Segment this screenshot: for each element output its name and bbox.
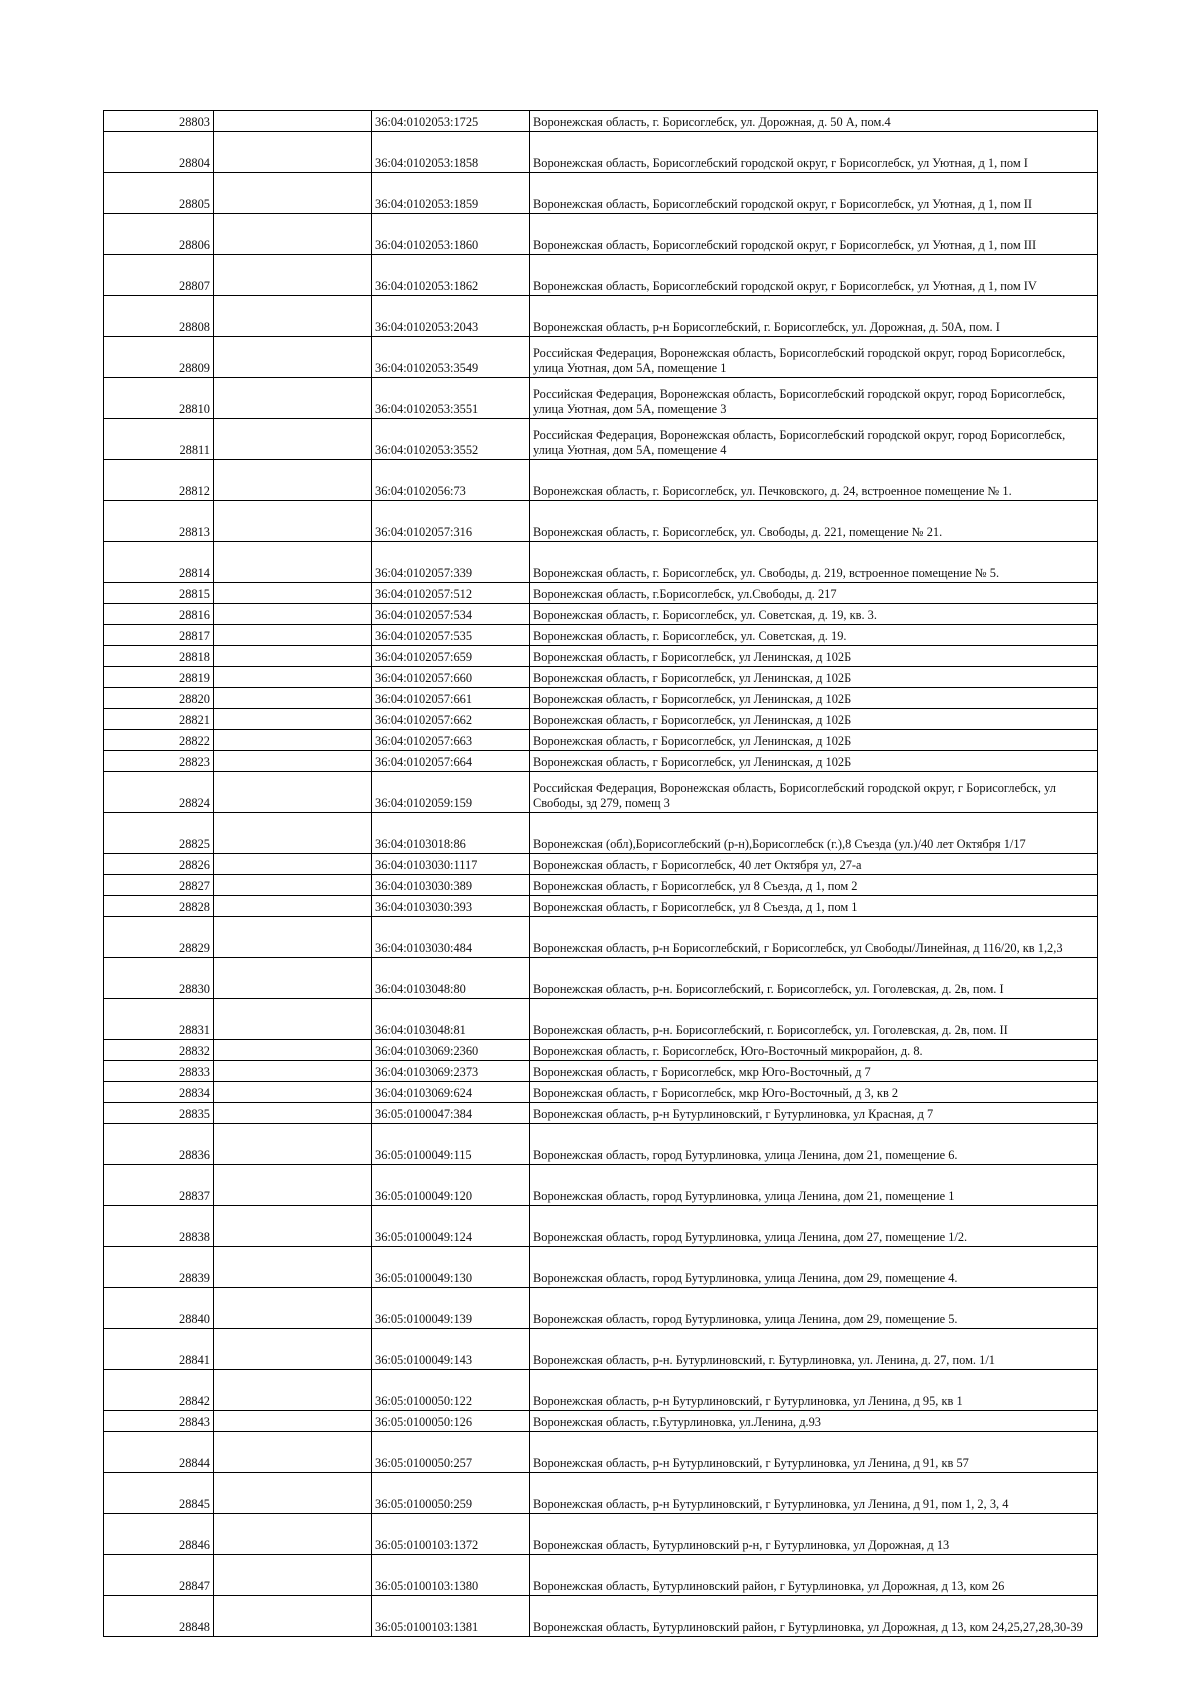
address-cell: Воронежская область, р-н. Бутурлиновский, г. Бутурлиновка, ул. Ленина, д. 27, пом. 1/1 <box>530 1329 1098 1370</box>
address-cell: Воронежская область, г Борисоглебск, ул Ленинская, д 102Б <box>530 730 1098 751</box>
table-row <box>104 1247 1098 1288</box>
empty-cell <box>214 501 372 542</box>
address-cell: Воронежская область, город Бутурлиновка, улица Ленина, дом 27, помещение 1/2. <box>530 1206 1098 1247</box>
empty-cell <box>214 667 372 688</box>
table-row <box>104 1206 1098 1247</box>
table-row <box>104 296 1098 337</box>
empty-cell <box>214 337 372 378</box>
table-row <box>104 1040 1098 1061</box>
cadastral-number-cell: 36:05:0100049:130 <box>372 1247 530 1288</box>
empty-cell <box>214 460 372 501</box>
address-cell: Российская Федерация, Воронежская область, Борисоглебский городской округ, город Борисоглебск, улица Уютная, дом 5А, помещение 4 <box>530 419 1098 460</box>
cadastral-number-cell: 36:05:0100050:257 <box>372 1432 530 1473</box>
cadastral-number-cell: 36:04:0102059:159 <box>372 772 530 813</box>
row-number-cell: 28835 <box>104 1103 214 1124</box>
property-registry-table <box>103 110 1098 1637</box>
cadastral-number-cell: 36:04:0102053:2043 <box>372 296 530 337</box>
table-row <box>104 999 1098 1040</box>
row-number-cell: 28804 <box>104 132 214 173</box>
table-row <box>104 214 1098 255</box>
address-cell: Воронежская область, р-н. Борисоглебский, г. Борисоглебск, ул. Гоголевская, д. 2в, пом. II <box>530 999 1098 1040</box>
cadastral-number-cell: 36:05:0100049:124 <box>372 1206 530 1247</box>
table-row <box>104 173 1098 214</box>
row-number-cell: 28823 <box>104 751 214 772</box>
cadastral-number-cell: 36:04:0102057:316 <box>372 501 530 542</box>
empty-cell <box>214 1432 372 1473</box>
table-row <box>104 1061 1098 1082</box>
table-row <box>104 646 1098 667</box>
row-number-cell: 28826 <box>104 854 214 875</box>
row-number-cell: 28839 <box>104 1247 214 1288</box>
cadastral-number-cell: 36:05:0100049:139 <box>372 1288 530 1329</box>
cadastral-number-cell: 36:04:0103048:80 <box>372 958 530 999</box>
empty-cell <box>214 730 372 751</box>
empty-cell <box>214 542 372 583</box>
empty-cell <box>214 419 372 460</box>
empty-cell <box>214 296 372 337</box>
row-number-cell: 28822 <box>104 730 214 751</box>
cadastral-number-cell: 36:04:0102057:512 <box>372 583 530 604</box>
empty-cell <box>214 1165 372 1206</box>
cadastral-number-cell: 36:04:0103030:1117 <box>372 854 530 875</box>
row-number-cell: 28814 <box>104 542 214 583</box>
empty-cell <box>214 625 372 646</box>
address-cell: Воронежская область, г.Бутурлиновка, ул.Ленина, д.93 <box>530 1411 1098 1432</box>
row-number-cell: 28833 <box>104 1061 214 1082</box>
table-row <box>104 1165 1098 1206</box>
cadastral-number-cell: 36:05:0100049:143 <box>372 1329 530 1370</box>
cadastral-number-cell: 36:04:0103069:2360 <box>372 1040 530 1061</box>
address-cell: Воронежская область, Борисоглебский городской округ, г Борисоглебск, ул Уютная, д 1, пом III <box>530 214 1098 255</box>
table-row <box>104 917 1098 958</box>
cadastral-number-cell: 36:04:0103030:389 <box>372 875 530 896</box>
table-row <box>104 378 1098 419</box>
address-cell: Воронежская область, г. Борисоглебск, ул. Дорожная, д. 50 А, пом.4 <box>530 111 1098 132</box>
cadastral-number-cell: 36:04:0102057:664 <box>372 751 530 772</box>
empty-cell <box>214 1370 372 1411</box>
address-cell: Российская Федерация, Воронежская область, Борисоглебский городской округ, город Борисоглебск, улица Уютная, дом 5А, помещение 3 <box>530 378 1098 419</box>
cadastral-number-cell: 36:04:0102053:1858 <box>372 132 530 173</box>
row-number-cell: 28812 <box>104 460 214 501</box>
table-row <box>104 813 1098 854</box>
address-cell: Воронежская область, г. Борисоглебск, ул. Печковского, д. 24, встроенное помещение № 1. <box>530 460 1098 501</box>
address-cell: Воронежская область, г Борисоглебск, ул Ленинская, д 102Б <box>530 646 1098 667</box>
cadastral-number-cell: 36:04:0102053:3552 <box>372 419 530 460</box>
row-number-cell: 28844 <box>104 1432 214 1473</box>
row-number-cell: 28846 <box>104 1514 214 1555</box>
table-row <box>104 583 1098 604</box>
table-row <box>104 896 1098 917</box>
address-cell: Воронежская область, город Бутурлиновка, улица Ленина, дом 29, помещение 5. <box>530 1288 1098 1329</box>
address-cell: Российская Федерация, Воронежская область, Борисоглебский городской округ, г Борисоглебск, ул Свободы, зд 279, помещ 3 <box>530 772 1098 813</box>
row-number-cell: 28807 <box>104 255 214 296</box>
address-cell: Воронежская область, Борисоглебский городской округ, г Борисоглебск, ул Уютная, д 1, пом IV <box>530 255 1098 296</box>
empty-cell <box>214 1061 372 1082</box>
empty-cell <box>214 1514 372 1555</box>
cadastral-number-cell: 36:04:0103069:2373 <box>372 1061 530 1082</box>
row-number-cell: 28842 <box>104 1370 214 1411</box>
empty-cell <box>214 1103 372 1124</box>
row-number-cell: 28820 <box>104 688 214 709</box>
cadastral-number-cell: 36:04:0102053:1725 <box>372 111 530 132</box>
address-cell: Воронежская (обл),Борисоглебский (р-н),Борисоглебск (г.),8 Съезда (ул.)/40 лет Октября 1/17 <box>530 813 1098 854</box>
address-cell: Воронежская область, р-н Бутурлиновский, г Бутурлиновка, ул Красная, д 7 <box>530 1103 1098 1124</box>
table-row <box>104 255 1098 296</box>
cadastral-number-cell: 36:04:0102057:659 <box>372 646 530 667</box>
empty-cell <box>214 917 372 958</box>
address-cell: Воронежская область, г Борисоглебск, ул Ленинская, д 102Б <box>530 751 1098 772</box>
row-number-cell: 28809 <box>104 337 214 378</box>
row-number-cell: 28838 <box>104 1206 214 1247</box>
empty-cell <box>214 646 372 667</box>
empty-cell <box>214 813 372 854</box>
table-row <box>104 1514 1098 1555</box>
table-row <box>104 460 1098 501</box>
cadastral-number-cell: 36:04:0103069:624 <box>372 1082 530 1103</box>
address-cell: Воронежская область, г Борисоглебск, мкр Юго-Восточный, д 7 <box>530 1061 1098 1082</box>
table-row <box>104 1082 1098 1103</box>
address-cell: Воронежская область, р-н Бутурлиновский, г Бутурлиновка, ул Ленина, д 95, кв 1 <box>530 1370 1098 1411</box>
empty-cell <box>214 132 372 173</box>
address-cell: Российская Федерация, Воронежская область, Борисоглебский городской округ, город Борисоглебск, улица Уютная, дом 5А, помещение 1 <box>530 337 1098 378</box>
cadastral-number-cell: 36:04:0102053:3549 <box>372 337 530 378</box>
row-number-cell: 28817 <box>104 625 214 646</box>
cadastral-number-cell: 36:04:0103018:86 <box>372 813 530 854</box>
row-number-cell: 28821 <box>104 709 214 730</box>
cadastral-number-cell: 36:04:0102057:535 <box>372 625 530 646</box>
row-number-cell: 28827 <box>104 875 214 896</box>
address-cell: Воронежская область, город Бутурлиновка, улица Ленина, дом 21, помещение 6. <box>530 1124 1098 1165</box>
cadastral-number-cell: 36:04:0102057:663 <box>372 730 530 751</box>
address-cell: Воронежская область, г. Борисоглебск, ул. Свободы, д. 221, помещение № 21. <box>530 501 1098 542</box>
row-number-cell: 28819 <box>104 667 214 688</box>
address-cell: Воронежская область, г. Борисоглебск, ул. Советская, д. 19, кв. 3. <box>530 604 1098 625</box>
table-row <box>104 625 1098 646</box>
row-number-cell: 28830 <box>104 958 214 999</box>
cadastral-number-cell: 36:04:0102053:1859 <box>372 173 530 214</box>
row-number-cell: 28831 <box>104 999 214 1040</box>
table-row <box>104 730 1098 751</box>
registry-body <box>104 111 1098 1637</box>
empty-cell <box>214 173 372 214</box>
address-cell: Воронежская область, р-н Бутурлиновский, г Бутурлиновка, ул Ленина, д 91, кв 57 <box>530 1432 1098 1473</box>
table-row <box>104 501 1098 542</box>
row-number-cell: 28832 <box>104 1040 214 1061</box>
cadastral-number-cell: 36:04:0102057:339 <box>372 542 530 583</box>
row-number-cell: 28841 <box>104 1329 214 1370</box>
cadastral-number-cell: 36:05:0100050:259 <box>372 1473 530 1514</box>
empty-cell <box>214 1596 372 1637</box>
cadastral-number-cell: 36:05:0100103:1372 <box>372 1514 530 1555</box>
empty-cell <box>214 854 372 875</box>
address-cell: Воронежская область, Бутурлиновский район, г Бутурлиновка, ул Дорожная, д 13, ком 26 <box>530 1555 1098 1596</box>
address-cell: Воронежская область, г. Борисоглебск, Юго-Восточный микрорайон, д. 8. <box>530 1040 1098 1061</box>
cadastral-number-cell: 36:04:0102057:660 <box>372 667 530 688</box>
row-number-cell: 28845 <box>104 1473 214 1514</box>
row-number-cell: 28847 <box>104 1555 214 1596</box>
cadastral-number-cell: 36:04:0103030:484 <box>372 917 530 958</box>
empty-cell <box>214 214 372 255</box>
cadastral-number-cell: 36:04:0102057:534 <box>372 604 530 625</box>
address-cell: Воронежская область, р-н. Борисоглебский, г. Борисоглебск, ул. Гоголевская, д. 2в, пом. I <box>530 958 1098 999</box>
empty-cell <box>214 1473 372 1514</box>
row-number-cell: 28805 <box>104 173 214 214</box>
cadastral-number-cell: 36:04:0102053:1862 <box>372 255 530 296</box>
table-row <box>104 1370 1098 1411</box>
cadastral-number-cell: 36:04:0102057:661 <box>372 688 530 709</box>
address-cell: Воронежская область, г. Борисоглебск, ул. Советская, д. 19. <box>530 625 1098 646</box>
cadastral-number-cell: 36:05:0100050:122 <box>372 1370 530 1411</box>
empty-cell <box>214 1411 372 1432</box>
table-row <box>104 772 1098 813</box>
cadastral-number-cell: 36:05:0100049:115 <box>372 1124 530 1165</box>
empty-cell <box>214 772 372 813</box>
address-cell: Воронежская область, г Борисоглебск, ул 8 Съезда, д 1, пом 1 <box>530 896 1098 917</box>
cadastral-number-cell: 36:05:0100050:126 <box>372 1411 530 1432</box>
table-row <box>104 958 1098 999</box>
empty-cell <box>214 1288 372 1329</box>
cadastral-number-cell: 36:05:0100103:1380 <box>372 1555 530 1596</box>
row-number-cell: 28810 <box>104 378 214 419</box>
cadastral-number-cell: 36:04:0103030:393 <box>372 896 530 917</box>
address-cell: Воронежская область, город Бутурлиновка, улица Ленина, дом 29, помещение 4. <box>530 1247 1098 1288</box>
address-cell: Воронежская область, г Борисоглебск, ул 8 Съезда, д 1, пом 2 <box>530 875 1098 896</box>
row-number-cell: 28834 <box>104 1082 214 1103</box>
cadastral-number-cell: 36:04:0102053:3551 <box>372 378 530 419</box>
row-number-cell: 28829 <box>104 917 214 958</box>
row-number-cell: 28836 <box>104 1124 214 1165</box>
empty-cell <box>214 896 372 917</box>
table-row <box>104 667 1098 688</box>
address-cell: Воронежская область, Борисоглебский городской округ, г Борисоглебск, ул Уютная, д 1, пом I <box>530 132 1098 173</box>
empty-cell <box>214 583 372 604</box>
table-row <box>104 604 1098 625</box>
cadastral-number-cell: 36:04:0102053:1860 <box>372 214 530 255</box>
address-cell: Воронежская область, г.Борисоглебск, ул.Свободы, д. 217 <box>530 583 1098 604</box>
table-row <box>104 688 1098 709</box>
table-row <box>104 337 1098 378</box>
empty-cell <box>214 751 372 772</box>
address-cell: Воронежская область, г Борисоглебск, ул Ленинская, д 102Б <box>530 688 1098 709</box>
empty-cell <box>214 999 372 1040</box>
table-row <box>104 709 1098 730</box>
address-cell: Воронежская область, г Борисоглебск, мкр Юго-Восточный, д 3, кв 2 <box>530 1082 1098 1103</box>
cadastral-number-cell: 36:05:0100103:1381 <box>372 1596 530 1637</box>
row-number-cell: 28808 <box>104 296 214 337</box>
table-row <box>104 1288 1098 1329</box>
table-row <box>104 419 1098 460</box>
table-row <box>104 1555 1098 1596</box>
table-row <box>104 1596 1098 1637</box>
row-number-cell: 28806 <box>104 214 214 255</box>
empty-cell <box>214 709 372 730</box>
empty-cell <box>214 378 372 419</box>
row-number-cell: 28848 <box>104 1596 214 1637</box>
row-number-cell: 28813 <box>104 501 214 542</box>
empty-cell <box>214 1206 372 1247</box>
row-number-cell: 28816 <box>104 604 214 625</box>
address-cell: Воронежская область, Бутурлиновский р-н, г Бутурлиновка, ул Дорожная, д 13 <box>530 1514 1098 1555</box>
empty-cell <box>214 1124 372 1165</box>
table-row <box>104 875 1098 896</box>
cadastral-number-cell: 36:04:0103048:81 <box>372 999 530 1040</box>
table-row <box>104 1411 1098 1432</box>
empty-cell <box>214 111 372 132</box>
row-number-cell: 28837 <box>104 1165 214 1206</box>
table-row <box>104 751 1098 772</box>
address-cell: Воронежская область, г Борисоглебск, ул Ленинская, д 102Б <box>530 709 1098 730</box>
table-row <box>104 542 1098 583</box>
address-cell: Воронежская область, г. Борисоглебск, ул. Свободы, д. 219, встроенное помещение № 5. <box>530 542 1098 583</box>
row-number-cell: 28824 <box>104 772 214 813</box>
row-number-cell: 28825 <box>104 813 214 854</box>
cadastral-number-cell: 36:05:0100049:120 <box>372 1165 530 1206</box>
row-number-cell: 28803 <box>104 111 214 132</box>
empty-cell <box>214 1082 372 1103</box>
address-cell: Воронежская область, город Бутурлиновка, улица Ленина, дом 21, помещение 1 <box>530 1165 1098 1206</box>
empty-cell <box>214 1247 372 1288</box>
cadastral-number-cell: 36:04:0102056:73 <box>372 460 530 501</box>
address-cell: Воронежская область, р-н Борисоглебский, г Борисоглебск, ул Свободы/Линейная, д 116/20, кв 1,2,3 <box>530 917 1098 958</box>
table-row <box>104 111 1098 132</box>
address-cell: Воронежская область, Бутурлиновский район, г Бутурлиновка, ул Дорожная, д 13, ком 24,25,27,28,30-39 <box>530 1596 1098 1637</box>
empty-cell <box>214 1555 372 1596</box>
row-number-cell: 28843 <box>104 1411 214 1432</box>
row-number-cell: 28828 <box>104 896 214 917</box>
row-number-cell: 28818 <box>104 646 214 667</box>
table-row <box>104 1124 1098 1165</box>
empty-cell <box>214 875 372 896</box>
table-row <box>104 132 1098 173</box>
table-row <box>104 1473 1098 1514</box>
table-row <box>104 1432 1098 1473</box>
empty-cell <box>214 255 372 296</box>
table-row <box>104 1329 1098 1370</box>
empty-cell <box>214 1040 372 1061</box>
address-cell: Воронежская область, Борисоглебский городской округ, г Борисоглебск, ул Уютная, д 1, пом II <box>530 173 1098 214</box>
row-number-cell: 28811 <box>104 419 214 460</box>
empty-cell <box>214 1329 372 1370</box>
row-number-cell: 28840 <box>104 1288 214 1329</box>
address-cell: Воронежская область, р-н Бутурлиновский, г Бутурлиновка, ул Ленина, д 91, пом 1, 2, 3, 4 <box>530 1473 1098 1514</box>
address-cell: Воронежская область, г Борисоглебск, ул Ленинская, д 102Б <box>530 667 1098 688</box>
empty-cell <box>214 604 372 625</box>
cadastral-number-cell: 36:04:0102057:662 <box>372 709 530 730</box>
table-row <box>104 1103 1098 1124</box>
empty-cell <box>214 958 372 999</box>
cadastral-number-cell: 36:05:0100047:384 <box>372 1103 530 1124</box>
address-cell: Воронежская область, р-н Борисоглебский, г. Борисоглебск, ул. Дорожная, д. 50А, пом. I <box>530 296 1098 337</box>
row-number-cell: 28815 <box>104 583 214 604</box>
table-row <box>104 854 1098 875</box>
empty-cell <box>214 688 372 709</box>
address-cell: Воронежская область, г Борисоглебск, 40 лет Октября ул, 27-а <box>530 854 1098 875</box>
